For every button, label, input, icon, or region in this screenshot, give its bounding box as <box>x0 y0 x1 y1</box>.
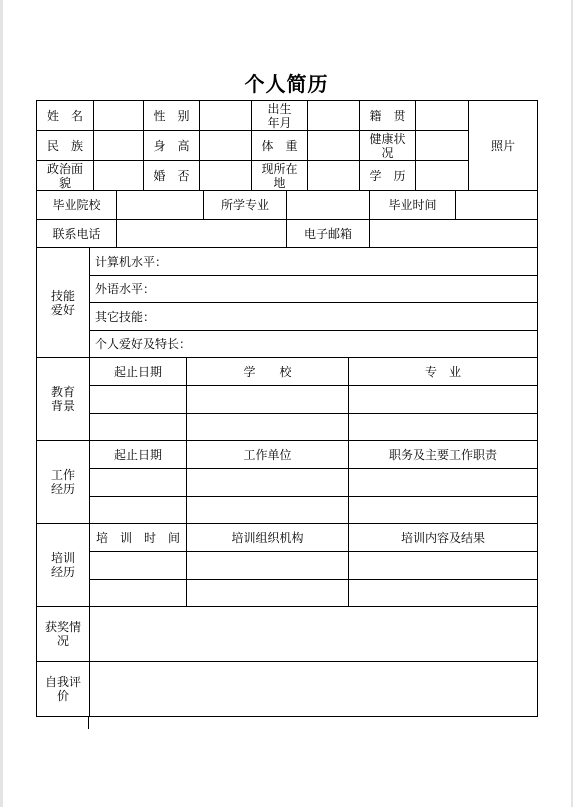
phone-value[interactable] <box>117 220 286 247</box>
email-label: 电子邮箱 <box>303 226 352 241</box>
awards-value[interactable] <box>90 607 537 661</box>
birth-value[interactable] <box>308 101 359 130</box>
marital-value[interactable] <box>200 161 251 190</box>
hobbies-field[interactable]: 个人爱好及特长： <box>95 337 192 351</box>
residence-label: 现所在地 <box>261 161 298 190</box>
grid-line <box>89 468 538 469</box>
grad-time-value[interactable] <box>456 191 537 219</box>
photo-placeholder[interactable]: 照片 <box>491 138 516 153</box>
text-cursor <box>88 717 89 729</box>
native-place-label: 籍 贯 <box>369 108 406 123</box>
email-value[interactable] <box>370 220 537 247</box>
language-level-field[interactable]: 外语水平： <box>95 282 156 296</box>
residence-value[interactable] <box>308 161 359 190</box>
work-header-duties: 职务及主要工作职责 <box>388 447 497 462</box>
work-header-employer: 工作单位 <box>243 447 292 462</box>
school-value[interactable] <box>117 191 203 219</box>
grid-line <box>36 716 538 717</box>
marital-label: 婚 否 <box>153 168 190 183</box>
grid-line <box>89 496 538 497</box>
work-header-dates: 起止日期 <box>113 447 162 462</box>
education-level-label: 学 历 <box>369 168 406 183</box>
name-label: 姓 名 <box>46 108 83 123</box>
birth-label: 出生年月 <box>267 101 292 130</box>
grid-line <box>89 413 538 414</box>
gender-value[interactable] <box>200 101 251 130</box>
edu-header-major: 专 业 <box>424 364 461 379</box>
height-value[interactable] <box>200 131 251 160</box>
other-skills-field[interactable]: 其它技能： <box>95 309 156 324</box>
self-eval-value[interactable] <box>90 662 537 716</box>
political-label: 政治面貌 <box>46 161 83 190</box>
skills-section-label: 技能爱好 <box>50 288 75 317</box>
ethnicity-label: 民 族 <box>46 138 83 153</box>
grid-line <box>89 385 538 386</box>
self-eval-section-label: 自我评价 <box>44 675 81 703</box>
grad-time-label: 毕业时间 <box>388 198 437 212</box>
health-value[interactable] <box>416 131 468 160</box>
training-header-org: 培训组织机构 <box>231 530 304 545</box>
school-label: 毕业院校 <box>52 198 101 212</box>
major-label: 所学专业 <box>220 198 269 212</box>
edu-header-dates: 起止日期 <box>113 364 162 379</box>
education-section-label: 教育背景 <box>50 385 75 413</box>
edu-header-school: 学 校 <box>243 364 292 379</box>
education-level-value[interactable] <box>416 161 468 190</box>
gender-label: 性 别 <box>153 108 190 123</box>
page-title: 个人简历 <box>244 72 329 96</box>
grid-line <box>89 579 538 580</box>
name-value[interactable] <box>94 101 143 130</box>
awards-section-label: 获奖情况 <box>44 620 81 648</box>
training-section-label: 培训经历 <box>50 551 75 579</box>
height-label: 身 高 <box>153 138 190 153</box>
grid-line <box>348 357 349 606</box>
training-header-time: 培 训 时 间 <box>95 530 180 545</box>
ethnicity-value[interactable] <box>94 131 143 160</box>
health-label: 健康状况 <box>369 131 406 160</box>
native-place-value[interactable] <box>416 101 468 130</box>
major-value[interactable] <box>287 191 369 219</box>
weight-label: 体 重 <box>261 138 298 153</box>
grid-line <box>537 100 538 717</box>
grid-line <box>89 551 538 552</box>
political-value[interactable] <box>94 161 143 190</box>
training-header-result: 培训内容及结果 <box>400 530 485 545</box>
weight-value[interactable] <box>308 131 359 160</box>
computer-level-field[interactable]: 计算机水平： <box>95 254 168 269</box>
work-section-label: 工作经历 <box>50 468 75 496</box>
phone-label: 联系电话 <box>52 226 101 241</box>
grid-line <box>186 357 187 606</box>
